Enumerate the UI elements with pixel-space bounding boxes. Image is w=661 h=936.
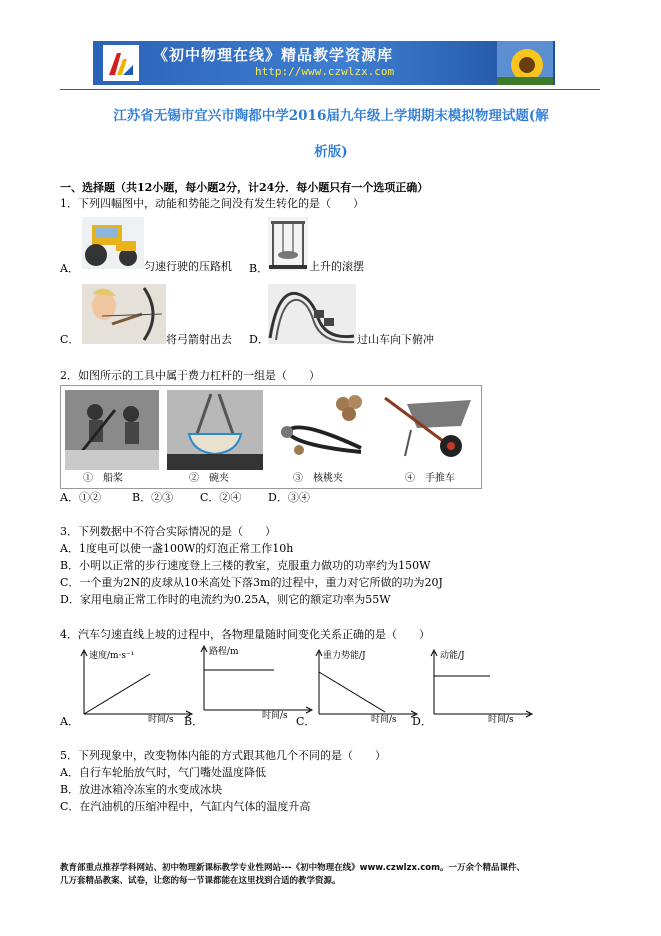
q4-b-ylabel: 路程/m (209, 647, 239, 657)
section-heading: 一、选择题（共12小题，每小题2分，计24分．每小题只有一个选项正确） (60, 181, 429, 194)
q1-a-text: 匀速行驶的压路机 (144, 260, 232, 273)
q2-caption-4: ④ 手推车 (405, 473, 455, 484)
banner-url[interactable]: http://www.czwlzx.com (255, 65, 395, 78)
q2-stem: 2．如图所示的工具中属于费力杠杆的一组是（ ） (60, 369, 320, 382)
bowl-clip-icon (167, 390, 263, 470)
q2-paddle-image (65, 390, 159, 470)
rowers-icon (65, 390, 159, 470)
q2-caption-1: ① 船桨 (83, 473, 123, 484)
q2-nutcracker-image (271, 390, 373, 470)
nutcracker-icon (271, 390, 373, 470)
q4-d-ylabel: 动能/J (440, 651, 465, 661)
site-logo-icon (103, 45, 139, 81)
q3-option-a: A．1度电可以使一盏100W的灯泡正常工作10h (60, 542, 294, 555)
q1-c-text: 将弓箭射出去 (166, 333, 232, 346)
q2-caption-3: ③ 核桃夹 (293, 473, 343, 484)
q1-d-label: D． (249, 333, 269, 346)
banner-title: 《初中物理在线》精品教学资源库 (153, 46, 394, 64)
q1-b-image (268, 217, 308, 271)
q1-a-label: A． (60, 262, 79, 275)
q4-c-label: C． (296, 715, 316, 728)
q1-a-image (82, 217, 144, 269)
sunflower-icon (497, 41, 553, 85)
q1-b-label: B． (249, 262, 269, 275)
header-rule (60, 89, 600, 90)
header-banner (93, 41, 555, 85)
q2-option-a: A．①② (60, 491, 101, 504)
q5-option-b: B．放进冰箱冷冻室的水变成冰块 (60, 783, 223, 796)
q4-d-label: D． (412, 715, 432, 728)
q3-option-b: B．小明以正常的步行速度登上三楼的教室，克服重力做功的功率约为150W (60, 559, 431, 572)
wheelbarrow-icon (381, 390, 477, 470)
q1-b-text: 上升的滚摆 (309, 260, 364, 273)
q1-c-image (82, 284, 166, 344)
q5-stem: 5．下列现象中，改变物体内能的方式跟其他几个不同的是（ ） (60, 749, 386, 762)
q4-a-xlabel: 时间/s (148, 715, 174, 725)
q2-bowl-clip-image (167, 390, 263, 470)
q1-d-text: 过山车向下俯冲 (357, 333, 434, 346)
q4-graph-c-line (319, 672, 385, 712)
document-title-line2: 析版) (314, 144, 348, 160)
q4-c-ylabel: 重力势能/J (323, 651, 366, 661)
q1-stem: 1．下列四幅图中，动能和势能之间没有发生转化的是（ ） (60, 197, 364, 210)
road-roller-icon (82, 217, 144, 269)
document-title-line1: 江苏省无锡市宜兴市陶都中学2016届九年级上学期期末模拟物理试题(解 (113, 108, 549, 124)
q2-option-d: D．③④ (268, 491, 310, 504)
q4-b-xlabel: 时间/s (262, 711, 288, 721)
q2-wheelbarrow-image (381, 390, 477, 470)
roller-coaster-icon (268, 284, 356, 344)
q5-option-c: C．在汽油机的压缩冲程中，气缸内气体的温度升高 (60, 800, 311, 813)
q1-d-image (268, 284, 356, 344)
q4-a-ylabel: 速度/m·s⁻¹ (89, 651, 135, 661)
archer-icon (82, 284, 166, 344)
q5-option-a: A．自行车轮胎放气时，气门嘴处温度降低 (60, 766, 266, 779)
q4-d-xlabel: 时间/s (488, 715, 514, 725)
q4-c-xlabel: 时间/s (371, 715, 397, 725)
q4-graph-a-line (84, 674, 150, 714)
q3-stem: 3．下列数据中不符合实际情况的是（ ） (60, 525, 276, 538)
q2-figure (60, 385, 482, 489)
q3-option-d: D．家用电扇正常工作时的电流约为0.25A，则它的额定功率为55W (60, 593, 391, 606)
footer-line1: 教育部重点推荐学科网站、初中物理新课标教学专业性网站---《初中物理在线》www.czwlzx.com。一万余个精品课件、 (60, 863, 525, 873)
document-title (76, 98, 586, 170)
q2-option-b: B．②③ (132, 491, 174, 504)
q4-stem: 4．汽车匀速直线上坡的过程中，各物理量随时间变化关系正确的是（ ） (60, 628, 430, 641)
q1-c-label: C． (60, 333, 80, 346)
footer (60, 862, 620, 888)
maxwell-wheel-icon (268, 217, 308, 271)
q3-option-c: C．一个重为2N的皮球从10米高处下落3m的过程中，重力对它所做的功为20J (60, 576, 443, 589)
q2-caption-2: ② 碗夹 (189, 473, 229, 484)
q4-b-label: B． (184, 715, 204, 728)
q2-option-c: C．②④ (200, 491, 242, 504)
q4-a-label: A． (60, 715, 79, 728)
footer-line2: 几万套精品教案、试卷，让您的每一节课都能在这里找到合适的教学资源。 (60, 876, 341, 886)
